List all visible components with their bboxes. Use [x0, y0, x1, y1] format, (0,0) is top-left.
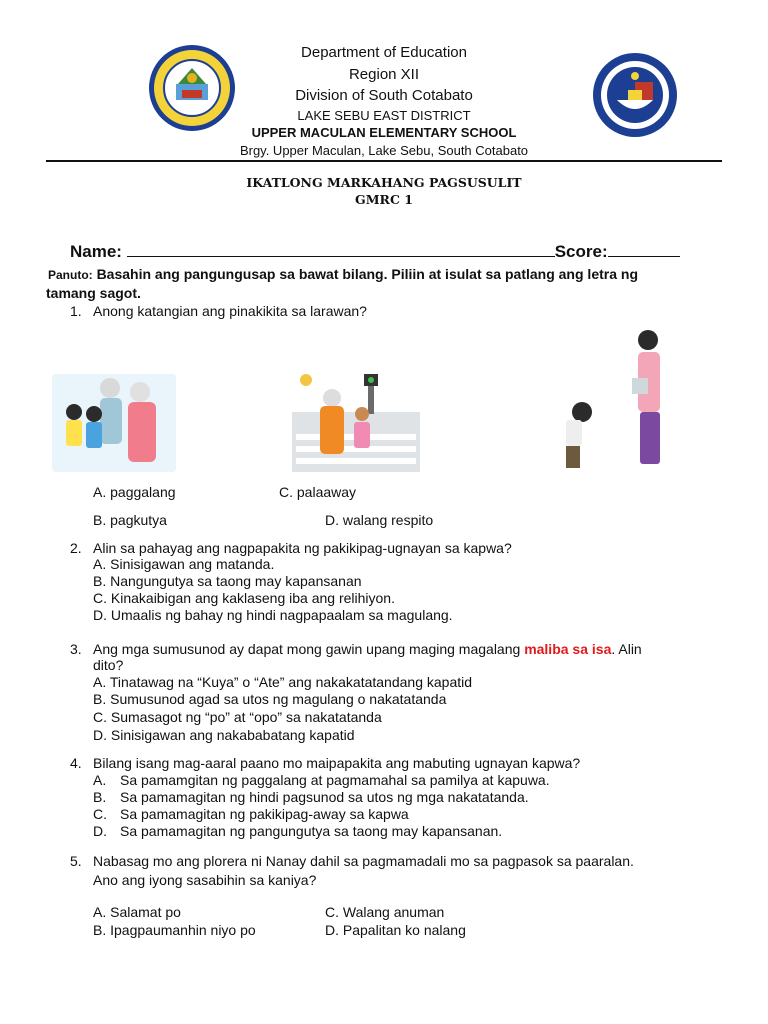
q3-option-a: A. Tinatawag na “Kuya” o “Ate” ang nakakatatandang kapatid: [93, 674, 473, 690]
q3-number: 3.: [70, 641, 82, 657]
score-label: Score:: [554, 242, 608, 261]
q5-option-a: A. Salamat po: [93, 904, 181, 920]
q4-option-c: Sa pamamagitan ng pakikipag-away sa kapwa: [120, 806, 409, 822]
score-field[interactable]: [608, 242, 680, 257]
q5-option-d: D. Papalitan ko nalang: [325, 922, 466, 938]
name-label: Name:: [70, 242, 122, 261]
q2-option-d: D. Umaalis ng bahay ng hindi nagpapaalam sa magulang.: [93, 607, 453, 623]
directions-text-2: tamang sagot.: [46, 285, 141, 301]
q5-option-c: C. Walang anuman: [325, 904, 445, 920]
exam-title: IKATLONG MARKAHANG PAGSUSULIT: [246, 175, 522, 190]
name-score-line: [70, 242, 680, 262]
header-department: Department of Education: [301, 44, 467, 61]
directions-label: Panuto:: [48, 268, 93, 282]
q3-text-end: . Alin: [611, 641, 642, 657]
family-greeting-illustration: [52, 374, 176, 472]
q3-highlight: maliba sa isa: [524, 641, 612, 657]
child-bowing-to-teacher-illustration: [556, 328, 676, 472]
q3-option-c: C. Sumasagot ng “po” at “opo” sa nakatatanda: [93, 709, 382, 725]
header-division: Division of South Cotabato: [295, 87, 473, 104]
q4-option-b: Sa pamamagitan ng hindi pagsunod sa utos ng mga nakatatanda.: [120, 789, 529, 805]
q4-option-b-letter: B.: [93, 789, 107, 805]
q4-option-d: Sa pamamagitan ng pangungutya sa taong may kapansanan.: [120, 823, 503, 839]
q1-option-d: D. walang respito: [325, 512, 434, 528]
q1-number: 1.: [70, 303, 82, 319]
q3-text-1: Ang mga sumusunod ay dapat mong gawin upang maging magalang: [93, 641, 525, 657]
header-address: Brgy. Upper Maculan, Lake Sebu, South Cotabato: [239, 143, 529, 158]
q2-option-b: B. Nangungutya sa taong may kapansanan: [93, 573, 362, 589]
q5-text-1: Nabasag mo ang plorera ni Nanay dahil sa pagmamadali mo sa pagpasok sa paaralan.: [93, 853, 634, 869]
directions-text-1: Basahin ang pangungusap sa bawat bilang. Piliin at isulat sa patlang ang letra ng: [96, 266, 638, 282]
header-school: UPPER MACULAN ELEMENTARY SCHOOL: [251, 125, 517, 140]
q1-option-b: B. pagkutya: [93, 512, 167, 528]
child-helping-elder-cross-street-illustration: [292, 372, 420, 472]
q3-option-d: D. Sinisigawan ang nakababatang kapatid: [93, 727, 355, 743]
q2-option-c: C. Kinakaibigan ang kaklaseng iba ang relihiyon.: [93, 590, 395, 606]
q1-option-a: A. paggalang: [93, 484, 176, 500]
q5-text-2: Ano ang iyong sasabihin sa kaniya?: [93, 872, 317, 888]
q4-option-c-letter: C.: [93, 806, 107, 822]
q2-text: Alin sa pahayag ang nagpapakita ng pakikipag-ugnayan sa kapwa?: [93, 540, 512, 556]
exam-subject: GMRC 1: [355, 192, 413, 207]
q1-text: Anong katangian ang pinakikita sa larawan?: [93, 303, 367, 319]
q4-option-a-letter: A.: [93, 772, 107, 788]
q5-number: 5.: [70, 853, 82, 869]
q5-option-b: B. Ipagpaumanhin niyo po: [93, 922, 256, 938]
q4-option-a: Sa pamamgitan ng paggalang at pagmamahal sa pamilya at kapuwa.: [120, 772, 550, 788]
q4-number: 4.: [70, 755, 82, 771]
name-field[interactable]: [127, 242, 555, 257]
header-divider: [46, 160, 722, 162]
q4-option-d-letter: D.: [93, 823, 107, 839]
header-region: Region XII: [348, 66, 420, 83]
q3-text: [93, 641, 642, 657]
q1-option-c: C. palaaway: [279, 484, 357, 500]
q3-option-b: B. Sumusunod agad sa utos ng magulang o nakatatanda: [93, 691, 447, 707]
q2-option-a: A. Sinisigawan ang matanda.: [93, 556, 275, 572]
q3-text-2: dito?: [93, 657, 124, 673]
q4-text: Bilang isang mag-aaral paano mo maipapakita ang mabuting ugnayan kapwa?: [93, 755, 581, 771]
directions: [48, 266, 638, 282]
header-district: LAKE SEBU EAST DISTRICT: [297, 108, 471, 123]
q2-number: 2.: [70, 540, 82, 556]
